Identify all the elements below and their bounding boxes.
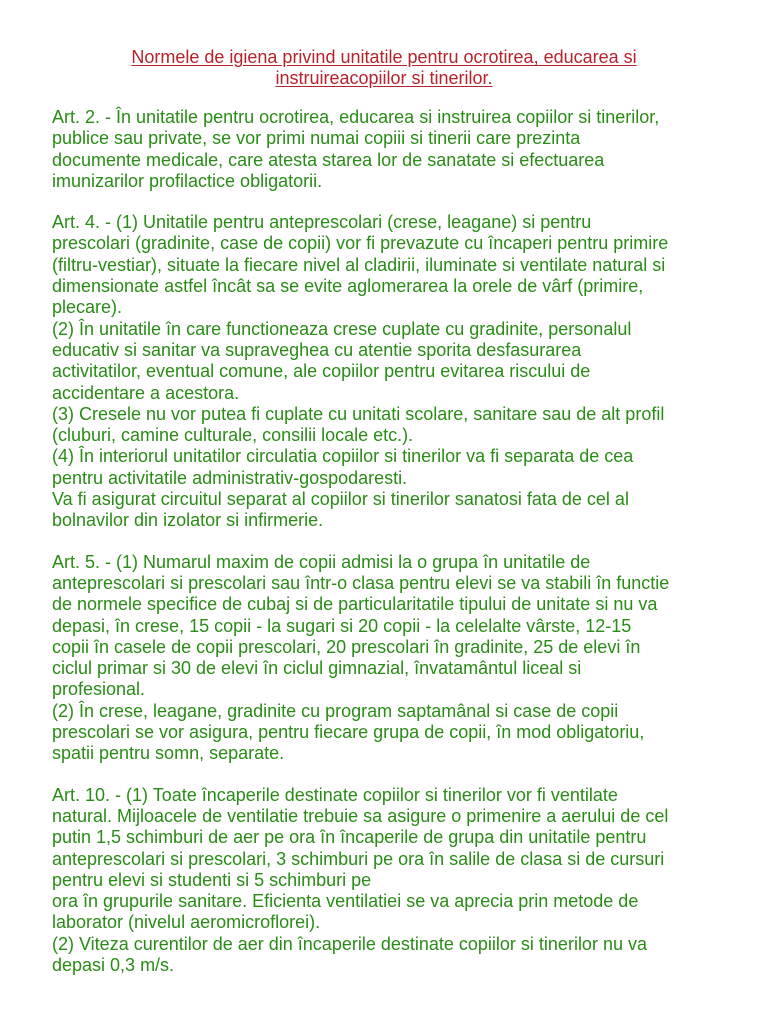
text-line: (cluburi, camine culturale, consilii locale etc.). xyxy=(52,425,414,446)
text-line: de normele specifice de cubaj si de particularitatile tipului de unitate si nu va xyxy=(52,594,658,615)
text-line: copii în casele de copii prescolari, 20 prescolari în gradinite, 25 de elevi în xyxy=(52,636,641,657)
text-line: prescolari se vor asigura, pentru fiecare grupa de copii, în mod obligatoriu, xyxy=(52,722,645,743)
text-line: pentru activitatile administrativ-gospodaresti. xyxy=(52,467,408,488)
text-line: (2) În unitatile în care functioneaza crese cuplate cu gradinite, personalul xyxy=(52,318,632,339)
text-line: pentru elevi si studenti si 5 schimburi pe xyxy=(52,869,372,890)
text-line: depasi 0,3 m/s. xyxy=(52,954,175,975)
text-line: publice sau private, se vor primi numai copiii si tinerii care prezinta xyxy=(52,128,581,149)
text-line: Art. 4. - (1) Unitatile pentru anteprescolari (crese, leagane) si pentru xyxy=(52,212,592,233)
title-line-1: Normele de igiena privind unitatile pentru ocrotirea, educarea si xyxy=(131,47,637,67)
text-line: (3) Cresele nu vor putea fi cuplate cu unitati scolare, sanitare sau de alt profil xyxy=(52,403,665,424)
text-line: spatii pentru somn, separate. xyxy=(52,743,285,764)
text-line: Art. 5. - (1) Numarul maxim de copii admisi la o grupa în unitatile de xyxy=(52,551,591,572)
text-line: imunizarilor profilactice obligatorii. xyxy=(52,170,323,191)
text-line: plecare). xyxy=(52,297,123,318)
paragraph-art-5 xyxy=(52,552,752,765)
text-line: ciclul primar si 30 de elevi în ciclul gimnazial, învatamântul liceal si xyxy=(52,658,582,679)
text-line: anteprescolari si prescolari, 3 schimburi pe ora în salile de clasa si de cursuri xyxy=(52,848,665,869)
text-line: profesional. xyxy=(52,679,146,700)
text-line: (4) În interiorul unitatilor circulatia copiilor si tinerilor va fi separata de cea xyxy=(52,446,634,467)
text-line: Va fi asigurat circuitul separat al copiilor si tinerilor sanatosi fata de cel al xyxy=(52,489,629,510)
text-line: putin 1,5 schimburi de aer pe ora în încaperile de grupa din unitatile pentru xyxy=(52,827,647,848)
text-line: (2) În crese, leagane, gradinite cu program saptamânal si case de copii xyxy=(52,700,619,721)
text-line: depasi, în crese, 15 copii - la sugari si 20 copii - la celelalte vârste, 12-15 xyxy=(52,615,632,636)
text-line: educativ si sanitar va supraveghea cu atentie sporita desfasurarea xyxy=(52,339,582,360)
text-line: anteprescolari si prescolari sau într-o clasa pentru elevi se va stabili în functie xyxy=(52,572,670,593)
text-line: documente medicale, care atesta starea lor de sanatate si efectuarea xyxy=(52,149,605,170)
document-body xyxy=(52,107,752,996)
text-line: dimensionate astfel încât sa se evite aglomerarea la orele de vârf (primire, xyxy=(52,276,644,297)
paragraph-art-10 xyxy=(52,785,752,977)
text-line: Art. 10. - (1) Toate încaperile destinate copiilor si tinerilor vor fi ventilate xyxy=(52,784,618,805)
paragraph-art-4 xyxy=(52,212,752,531)
text-line: (filtru-vestiar), situate la fiecare nivel al cladirii, iluminate si ventilate natural si xyxy=(52,254,666,275)
paragraph-art-2 xyxy=(52,107,752,192)
text-line: laborator (nivelul aeromicroflorei). xyxy=(52,912,321,933)
text-line: (2) Viteza curentilor de aer din încaperile destinate copiilor si tinerilor nu va xyxy=(52,933,647,954)
text-line: ora în grupurile sanitare. Eficienta ventilatiei se va aprecia prin metode de xyxy=(52,891,639,912)
text-line: bolnavilor din izolator si infirmerie. xyxy=(52,510,324,531)
text-line: prescolari (gradinite, case de copii) vor fi prevazute cu încaperi pentru primire xyxy=(52,233,669,254)
text-line: Art. 2. - În unitatile pentru ocrotirea, educarea si instruirea copiilor si tinerilor, xyxy=(52,107,660,127)
title-line-2: instruireacopiilor si tinerilor. xyxy=(275,68,493,88)
text-line: activitatilor, eventual comune, ale copiilor pentru evitarea riscului de xyxy=(52,361,591,382)
document-title xyxy=(60,47,708,89)
text-line: natural. Mijloacele de ventilatie trebuie sa asigure o primenire a aerului de cel xyxy=(52,805,669,826)
text-line: accidentare a acestora. xyxy=(52,382,240,403)
